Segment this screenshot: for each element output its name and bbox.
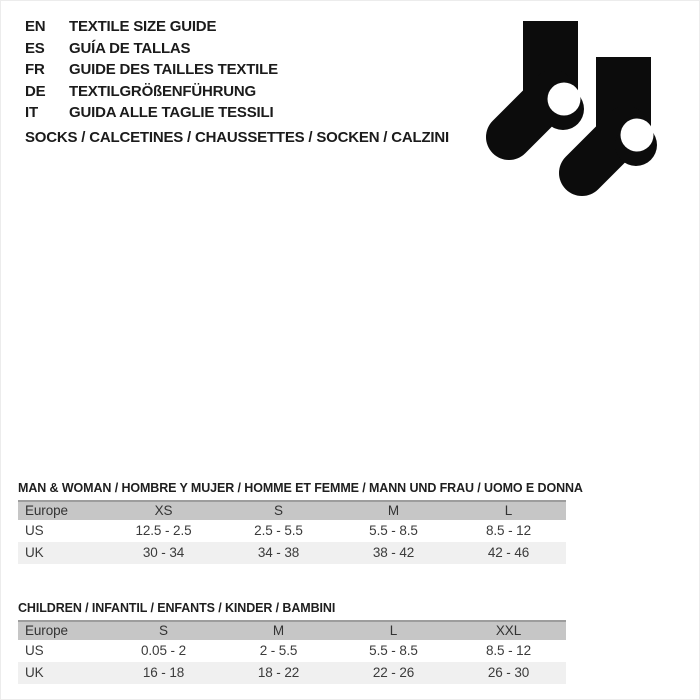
column-header: L [389,623,398,638]
table-row-uk [18,662,566,684]
row-label: UK [25,665,44,680]
category-title: SOCKS / CALCETINES / CHAUSSETTES / SOCKEN / CALZINI [25,129,450,146]
table-row-us [18,520,566,542]
size-value: 2 - 5.5 [259,643,298,658]
region-header: Europe [25,623,68,638]
language-row-it [25,102,278,124]
language-title: GUÍA DE TALLAS [69,39,191,57]
size-table-children [18,602,566,684]
column-header: M [387,503,400,518]
table-title: CHILDREN / INFANTIL / ENFANTS / KINDER / BAMBINI [18,601,336,615]
size-value: 12.5 - 2.5 [135,523,192,538]
table-header-row [18,500,566,520]
size-value: 26 - 30 [487,665,530,680]
region-header: Europe [25,503,68,518]
table-header-row [18,620,566,640]
column-header: XXL [495,623,522,638]
table-row-uk [18,542,566,564]
size-table-man-woman [18,481,583,564]
column-header: L [504,503,513,518]
column-header: S [274,503,283,518]
size-value: 34 - 38 [257,545,300,560]
size-value: 0.05 - 2 [141,643,186,658]
row-label: US [25,523,44,538]
size-value: 22 - 26 [372,665,415,680]
row-label: UK [25,545,44,560]
language-code: DE [25,82,46,100]
size-value: 18 - 22 [257,665,300,680]
sock-shape-1 [509,21,584,137]
size-value: 8.5 - 12 [486,523,531,538]
column-header: M [272,623,285,638]
double-socks-icon [483,18,663,204]
column-header: XS [154,503,173,518]
column-header: S [159,623,168,638]
size-value: 38 - 42 [372,545,415,560]
language-title: TEXTILE SIZE GUIDE [69,18,217,35]
language-title: GUIDE DES TAILLES TEXTILE [69,61,278,78]
size-value: 42 - 46 [487,545,530,560]
language-row-fr [25,59,278,81]
size-value: 16 - 18 [142,665,185,680]
table-row-us [18,640,566,662]
language-row-en [25,16,278,38]
size-value: 2.5 - 5.5 [254,523,303,538]
table-title: MAN & WOMAN / HOMBRE Y MUJER / HOMME ET FEMME / MANN UND FRAU / UOMO E DONNA [18,481,583,495]
language-code: IT [25,104,38,121]
size-value: 5.5 - 8.5 [369,523,418,538]
language-title: TEXTILGRÖßENFÜHRUNG [69,82,257,100]
row-label: US [25,643,44,658]
size-value: 5.5 - 8.5 [369,643,418,658]
size-value: 8.5 - 12 [486,643,531,658]
language-code: FR [25,61,45,78]
size-value: 30 - 34 [142,545,185,560]
language-code: EN [25,18,46,35]
language-code: ES [25,39,45,57]
language-row-es [25,38,278,60]
language-title: GUIDA ALLE TAGLIE TESSILI [69,104,274,121]
language-list [25,16,278,124]
language-row-de [25,81,278,103]
sock-shape-2 [582,57,657,173]
